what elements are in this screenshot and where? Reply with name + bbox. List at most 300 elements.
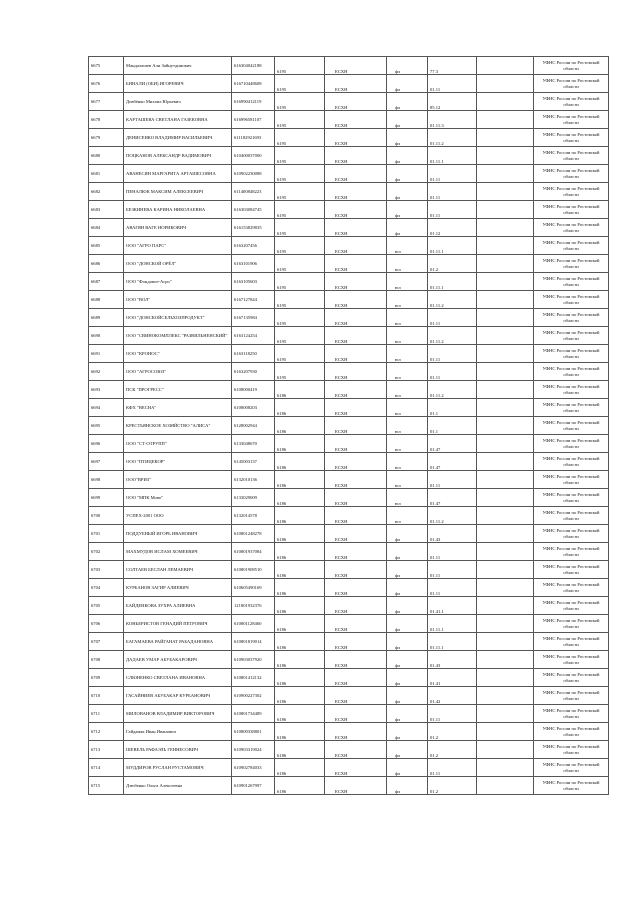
empty-cell	[477, 705, 534, 723]
tax-office-code: 6186	[275, 453, 325, 471]
table-row	[89, 57, 609, 75]
activity-code: 01.11.1	[428, 147, 477, 165]
taxpayer-name: СЛЮНЕНКО СВЕТЛАНА ИВАНОВНА	[124, 669, 232, 687]
tax-regime: ЕСХН	[325, 687, 387, 705]
row-number: 6693	[89, 381, 124, 399]
tax-office-code: 6186	[275, 561, 325, 579]
table-row	[89, 327, 609, 345]
table-row	[89, 201, 609, 219]
row-number: 6702	[89, 543, 124, 561]
table-row	[89, 237, 609, 255]
empty-cell	[477, 669, 534, 687]
tax-regime: ЕСХН	[325, 777, 387, 795]
taxpayer-type: юл	[387, 255, 428, 273]
row-number: 6675	[89, 57, 124, 75]
tax-authority: УФНС России по Ростовской области	[534, 543, 609, 561]
taxpayer-inn: 610903037920	[232, 651, 275, 669]
empty-cell	[477, 237, 534, 255]
taxpayer-type: фл	[387, 93, 428, 111]
tax-office-code: 6195	[275, 273, 325, 291]
row-number: 6694	[89, 399, 124, 417]
tax-office-code: 6195	[275, 165, 325, 183]
row-number: 6699	[89, 489, 124, 507]
empty-cell	[477, 759, 534, 777]
taxpayer-name: ПЕНАЛЮК МАКСИМ АЛЕКСЕЕВИЧ	[124, 183, 232, 201]
activity-code: 01.11	[428, 759, 477, 777]
tax-regime: ЕСХН	[325, 57, 387, 75]
tax-regime: ЕСХН	[325, 75, 387, 93]
taxpayer-name: ООО "ДОНСКОЙ ОРЁЛ"	[124, 255, 232, 273]
table-row	[89, 255, 609, 273]
tax-authority: УФНС России по Ростовской области	[534, 669, 609, 687]
taxpayer-type: фл	[387, 759, 428, 777]
tax-authority: УФНС России по Ростовской области	[534, 201, 609, 219]
row-number: 6691	[89, 345, 124, 363]
table-row	[89, 687, 609, 705]
taxpayer-name: ООО "СВИНОКОМПЛЕКС "РАЗВИЛЬНЕНСКИЙ"	[124, 327, 232, 345]
activity-code: 01.11.1	[428, 273, 477, 291]
row-number: 6681	[89, 165, 124, 183]
taxpayer-type: фл	[387, 669, 428, 687]
empty-cell	[477, 489, 534, 507]
tax-office-code: 6195	[275, 255, 325, 273]
tax-regime: ЕСХН	[325, 381, 387, 399]
tax-regime: ЕСХН	[325, 615, 387, 633]
taxpayer-type: фл	[387, 165, 428, 183]
taxpayer-name: ООО "ВОЛ"	[124, 291, 232, 309]
tax-authority: УФНС России по Ростовской области	[534, 723, 609, 741]
tax-office-code: 6195	[275, 291, 325, 309]
activity-code: 01.43	[428, 525, 477, 543]
taxpayer-type: юл	[387, 363, 428, 381]
activity-code: 01.11.2	[428, 291, 477, 309]
empty-cell	[477, 147, 534, 165]
taxpayer-name: БИНАЛИ (ОБИ) ИГОРЕВИЧ	[124, 75, 232, 93]
empty-cell	[477, 651, 534, 669]
empty-cell	[477, 507, 534, 525]
taxpayer-type: юл	[387, 417, 428, 435]
activity-code: 01.41	[428, 669, 477, 687]
empty-cell	[477, 129, 534, 147]
tax-regime: ЕСХН	[325, 111, 387, 129]
taxpayer-inn: 6163207456	[232, 237, 275, 255]
tax-office-code: 6186	[275, 705, 325, 723]
tax-authority: УФНС России по Ростовской области	[534, 291, 609, 309]
tax-authority: УФНС России по Ростовской области	[534, 633, 609, 651]
tax-office-code: 6195	[275, 75, 325, 93]
taxpayer-name: МУДДИРОВ РУСЛАН РУСТАМОВИЧ	[124, 759, 232, 777]
registry-table	[88, 56, 609, 795]
tax-office-code: 6186	[275, 471, 325, 489]
activity-code: 01.11	[428, 183, 477, 201]
tax-authority: УФНС России по Ростовской области	[534, 129, 609, 147]
taxpayer-inn: 610801412132	[232, 669, 275, 687]
taxpayer-type: юл	[387, 453, 428, 471]
empty-cell	[477, 291, 534, 309]
taxpayer-type: фл	[387, 183, 428, 201]
table-row	[89, 417, 609, 435]
taxpayer-type: фл	[387, 525, 428, 543]
tax-office-code: 6195	[275, 237, 325, 255]
tax-authority: УФНС России по Ростовской области	[534, 273, 609, 291]
tax-authority: УФНС России по Ростовской области	[534, 525, 609, 543]
table-row	[89, 129, 609, 147]
taxpayer-type: юл	[387, 327, 428, 345]
taxpayer-type: юл	[387, 381, 428, 399]
taxpayer-type: юл	[387, 489, 428, 507]
activity-code: 77.3	[428, 57, 477, 75]
activity-code: 01.11.2	[428, 507, 477, 525]
taxpayer-name: ПОЦКАНОВ АЛЕКСАНДР ВАДИМОВИЧ	[124, 147, 232, 165]
taxpayer-type: фл	[387, 579, 428, 597]
tax-office-code: 6195	[275, 201, 325, 219]
row-number: 6683	[89, 201, 124, 219]
tax-authority: УФНС России по Ростовской области	[534, 183, 609, 201]
tax-authority: УФНС России по Ростовской области	[534, 309, 609, 327]
table-row	[89, 75, 609, 93]
tax-authority: УФНС России по Ростовской области	[534, 507, 609, 525]
row-number: 6692	[89, 363, 124, 381]
taxpayer-name: БАЙДЕНКОВА ЗУХРА АЛИЕВНА	[124, 597, 232, 615]
tax-authority: УФНС России по Ростовской области	[534, 75, 609, 93]
activity-code: 01.1	[428, 417, 477, 435]
tax-regime: ЕСХН	[325, 741, 387, 759]
table-row	[89, 363, 609, 381]
tax-office-code: 6195	[275, 309, 325, 327]
taxpayer-inn: 610902784033	[232, 759, 275, 777]
taxpayer-inn: 610902230088	[232, 165, 275, 183]
taxpayer-type: юл	[387, 399, 428, 417]
tax-regime: ЕСХН	[325, 525, 387, 543]
tax-regime: ЕСХН	[325, 543, 387, 561]
tax-authority: УФНС России по Ростовской области	[534, 327, 609, 345]
tax-office-code: 6186	[275, 489, 325, 507]
tax-regime: ЕСХН	[325, 669, 387, 687]
taxpayer-inn: 610801908510	[232, 561, 275, 579]
tax-office-code: 6186	[275, 687, 325, 705]
activity-code: 01.2	[428, 255, 477, 273]
table-row	[89, 543, 609, 561]
row-number: 6711	[89, 705, 124, 723]
row-number: 6677	[89, 93, 124, 111]
tax-office-code: 6186	[275, 777, 325, 795]
taxpayer-inn: 616990412119	[232, 93, 275, 111]
tax-regime: ЕСХН	[325, 237, 387, 255]
row-number: 6689	[89, 309, 124, 327]
tax-authority: УФНС России по Ростовской области	[534, 219, 609, 237]
taxpayer-name: ООО "КРОНОС"	[124, 345, 232, 363]
tax-regime: ЕСХН	[325, 633, 387, 651]
row-number: 6687	[89, 273, 124, 291]
tax-regime: ЕСХН	[325, 651, 387, 669]
tax-regime: ЕСХН	[325, 219, 387, 237]
tax-authority: УФНС России по Ростовской области	[534, 237, 609, 255]
taxpayer-type: фл	[387, 111, 428, 129]
tax-regime: ЕСХН	[325, 363, 387, 381]
tax-authority: УФНС России по Ростовской области	[534, 417, 609, 435]
tax-regime: ЕСХН	[325, 201, 387, 219]
taxpayer-type: фл	[387, 75, 428, 93]
taxpayer-inn: 610800338801	[232, 723, 275, 741]
tax-office-code: 6186	[275, 543, 325, 561]
tax-office-code: 6186	[275, 525, 325, 543]
tax-regime: ЕСХН	[325, 165, 387, 183]
empty-cell	[477, 363, 534, 381]
table-row	[89, 597, 609, 615]
table-row	[89, 399, 609, 417]
row-number: 6679	[89, 129, 124, 147]
row-number: 6707	[89, 633, 124, 651]
tax-regime: ЕСХН	[325, 417, 387, 435]
taxpayer-name: ООО "СТ-ОТРУПП"	[124, 435, 232, 453]
taxpayer-name: Мандалашев Али Зайнутдинович	[124, 57, 232, 75]
tax-office-code: 6186	[275, 759, 325, 777]
row-number: 6708	[89, 651, 124, 669]
tax-office-code: 6186	[275, 633, 325, 651]
tax-office-code: 6195	[275, 327, 325, 345]
tax-regime: ЕСХН	[325, 579, 387, 597]
tax-office-code: 6195	[275, 129, 325, 147]
table-row	[89, 309, 609, 327]
taxpayer-inn: 6163207930	[232, 363, 275, 381]
tax-office-code: 6186	[275, 381, 325, 399]
table-row	[89, 525, 609, 543]
empty-cell	[477, 219, 534, 237]
taxpayer-name: ДЕНИСЕНКО ВЛАДИМИР ВАСИЛЬЕВИЧ	[124, 129, 232, 147]
tax-regime: ЕСХН	[325, 723, 387, 741]
tax-regime: ЕСХН	[325, 597, 387, 615]
activity-code: 01.47	[428, 453, 477, 471]
taxpayer-inn: 6133048670	[232, 435, 275, 453]
taxpayer-inn: 6145003137	[232, 453, 275, 471]
row-number: 6695	[89, 417, 124, 435]
tax-authority: УФНС России по Ростовской области	[534, 687, 609, 705]
row-number: 6709	[89, 669, 124, 687]
taxpayer-inn: 6132010136	[232, 471, 275, 489]
taxpayer-type: юл	[387, 507, 428, 525]
taxpayer-type: фл	[387, 777, 428, 795]
taxpayer-type: фл	[387, 561, 428, 579]
tax-regime: ЕСХН	[325, 273, 387, 291]
tax-authority: УФНС России по Ростовской области	[534, 399, 609, 417]
table-row	[89, 777, 609, 795]
taxpayer-name: ООО"ВРИЗ"	[124, 471, 232, 489]
empty-cell	[477, 777, 534, 795]
taxpayer-name: ПСК "ПРОГРЕСС"	[124, 381, 232, 399]
tax-authority: УФНС России по Ростовской области	[534, 435, 609, 453]
empty-cell	[477, 111, 534, 129]
tax-regime: ЕСХН	[325, 93, 387, 111]
empty-cell	[477, 471, 534, 489]
empty-cell	[477, 543, 534, 561]
table-row	[89, 165, 609, 183]
row-number: 6680	[89, 147, 124, 165]
table-row	[89, 471, 609, 489]
activity-code: 01.2	[428, 723, 477, 741]
empty-cell	[477, 381, 534, 399]
taxpayer-type: фл	[387, 705, 428, 723]
table-row	[89, 453, 609, 471]
taxpayer-inn: 616153829835	[232, 219, 275, 237]
table-row	[89, 219, 609, 237]
row-number: 6684	[89, 219, 124, 237]
taxpayer-type: юл	[387, 273, 428, 291]
taxpayer-inn: 6163124254	[232, 327, 275, 345]
activity-code: 01.11	[428, 579, 477, 597]
activity-code: 01.11	[428, 561, 477, 579]
taxpayer-inn: 610801937084	[232, 543, 275, 561]
tax-regime: ЕСХН	[325, 399, 387, 417]
table-row	[89, 345, 609, 363]
taxpayer-name: Гайдамак Иван Иванович	[124, 723, 232, 741]
empty-cell	[477, 345, 534, 363]
row-number: 6714	[89, 759, 124, 777]
tax-office-code: 6186	[275, 723, 325, 741]
tax-regime: ЕСХН	[325, 489, 387, 507]
empty-cell	[477, 687, 534, 705]
tax-authority: УФНС России по Ростовской области	[534, 579, 609, 597]
activity-code: 01.47	[428, 489, 477, 507]
activity-code: 01.2	[428, 777, 477, 795]
taxpayer-name: КУРБАНОВ ЗАГИР АЛИЕВИЧ	[124, 579, 232, 597]
taxpayer-name: БЕЗКИНЕВА КАРИНА НИКОЛАЕВНА	[124, 201, 232, 219]
table-row	[89, 669, 609, 687]
table-row	[89, 147, 609, 165]
tax-authority: УФНС России по Ростовской области	[534, 489, 609, 507]
taxpayer-name: КАРТАШЕВА СВЕТЛАНА ГАЗЕКОВНА	[124, 111, 232, 129]
taxpayer-inn: 610903319024	[232, 741, 275, 759]
taxpayer-type: юл	[387, 435, 428, 453]
tax-authority: УФНС России по Ростовской области	[534, 381, 609, 399]
tax-authority: УФНС России по Ростовской области	[534, 93, 609, 111]
taxpayer-inn: 610901267997	[232, 777, 275, 795]
tax-regime: ЕСХН	[325, 309, 387, 327]
table-row	[89, 111, 609, 129]
empty-cell	[477, 255, 534, 273]
taxpayer-name: ПОДДУБНЫЙ ИГОРЬ ИВАНОВИЧ	[124, 525, 232, 543]
empty-cell	[477, 633, 534, 651]
row-number: 6686	[89, 255, 124, 273]
tax-office-code: 6186	[275, 417, 325, 435]
table-row	[89, 705, 609, 723]
tax-office-code: 6195	[275, 183, 325, 201]
activity-code: 01.11	[428, 345, 477, 363]
table-row	[89, 381, 609, 399]
tax-office-code: 6195	[275, 363, 325, 381]
table-row	[89, 759, 609, 777]
tax-authority: УФНС России по Ростовской области	[534, 471, 609, 489]
tax-regime: ЕСХН	[325, 471, 387, 489]
row-number: 6688	[89, 291, 124, 309]
taxpayer-name: МИЛОВАНОВ ВЛАДИМИР ВИКТОРОВИЧ	[124, 705, 232, 723]
tax-regime: ЕСХН	[325, 291, 387, 309]
row-number: 6698	[89, 471, 124, 489]
taxpayer-type: фл	[387, 651, 428, 669]
activity-code: 01.11	[428, 75, 477, 93]
empty-cell	[477, 201, 534, 219]
tax-regime: ЕСХН	[325, 561, 387, 579]
taxpayer-inn: 6128002944	[232, 417, 275, 435]
taxpayer-inn: 6163118250	[232, 345, 275, 363]
empty-cell	[477, 399, 534, 417]
taxpayer-name: МАХМУДОВ ИСЛАМ ХОМЕЕВИЧ	[124, 543, 232, 561]
taxpayer-name: Дзюбенко Ольга Алексеевна	[124, 777, 232, 795]
empty-cell	[477, 183, 534, 201]
empty-cell	[477, 435, 534, 453]
row-number: 6682	[89, 183, 124, 201]
taxpayer-inn: 121801932376	[232, 597, 275, 615]
tax-authority: УФНС России по Ростовской области	[534, 741, 609, 759]
taxpayer-type: юл	[387, 345, 428, 363]
tax-office-code: 6195	[275, 93, 325, 111]
row-number: 6710	[89, 687, 124, 705]
empty-cell	[477, 57, 534, 75]
taxpayer-type: фл	[387, 57, 428, 75]
activity-code: 01.11	[428, 309, 477, 327]
taxpayer-inn: 610801734489	[232, 705, 275, 723]
taxpayer-name: УСПЕХ-2001 ООО	[124, 507, 232, 525]
taxpayer-name: Довбёнко Михаил Юрьевич	[124, 93, 232, 111]
tax-authority: УФНС России по Ростовской области	[534, 705, 609, 723]
taxpayer-inn: 616710448608	[232, 75, 275, 93]
taxpayer-inn: 611400848223	[232, 183, 275, 201]
empty-cell	[477, 561, 534, 579]
row-number: 6713	[89, 741, 124, 759]
tax-office-code: 6195	[275, 57, 325, 75]
taxpayer-inn: 616996581107	[232, 111, 275, 129]
table-row	[89, 507, 609, 525]
table-row	[89, 435, 609, 453]
taxpayer-type: фл	[387, 201, 428, 219]
activity-code: 01.47	[428, 435, 477, 453]
taxpayer-name: ГАСАЙНИЕВ АБУБАКАР КУРБАНОВИЧ	[124, 687, 232, 705]
tax-regime: ЕСХН	[325, 759, 387, 777]
tax-authority: УФНС России по Ростовской области	[534, 615, 609, 633]
taxpayer-inn: 610900227302	[232, 687, 275, 705]
activity-code: 01.11.1	[428, 615, 477, 633]
taxpayer-inn: 610801819014	[232, 633, 275, 651]
tax-office-code: 6186	[275, 435, 325, 453]
activity-code: 01.2	[428, 741, 477, 759]
taxpayer-inn: 610801248278	[232, 525, 275, 543]
empty-cell	[477, 579, 534, 597]
row-number: 6690	[89, 327, 124, 345]
empty-cell	[477, 165, 534, 183]
empty-cell	[477, 723, 534, 741]
activity-code: 01.11	[428, 543, 477, 561]
row-number: 6701	[89, 525, 124, 543]
taxpayer-type: фл	[387, 219, 428, 237]
taxpayer-type: юл	[387, 471, 428, 489]
taxpayer-inn: 6167135984	[232, 309, 275, 327]
row-number: 6703	[89, 561, 124, 579]
activity-code: 01.42	[428, 687, 477, 705]
row-number: 6685	[89, 237, 124, 255]
taxpayer-name: ШЕВЕЛЬ РАФАЭЛЬ ГЕННЕСОВИЧ	[124, 741, 232, 759]
activity-code: 01.41.1	[428, 597, 477, 615]
activity-code: 01.11.2	[428, 327, 477, 345]
activity-code: 01.11	[428, 363, 477, 381]
tax-authority: УФНС России по Ростовской области	[534, 111, 609, 129]
row-number: 6700	[89, 507, 124, 525]
taxpayer-name: ДАДАЕВ УМАР АБУБАКАРОВИЧ	[124, 651, 232, 669]
tax-authority: УФНС России по Ростовской области	[534, 57, 609, 75]
empty-cell	[477, 741, 534, 759]
tax-office-code: 6186	[275, 615, 325, 633]
taxpayer-name: ООО "МПК Мово"	[124, 489, 232, 507]
table-row	[89, 183, 609, 201]
taxpayer-inn: 610605490169	[232, 579, 275, 597]
